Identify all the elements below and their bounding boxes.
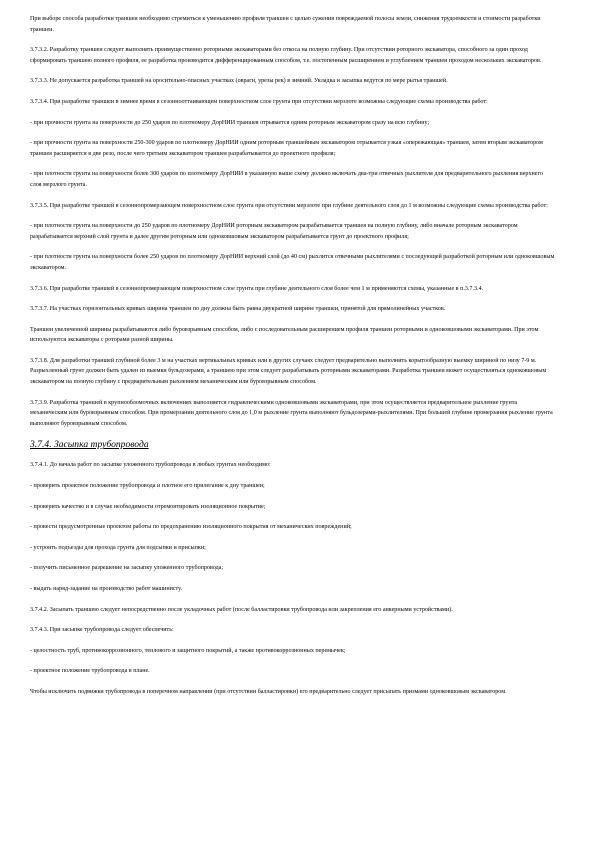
list-item: - проверить качество и в случае необходимости отремонтировать изоляционное покрытие; xyxy=(30,503,266,510)
list-item: - проектное положение трубопровода в плане. xyxy=(30,668,150,675)
paragraph: Траншеи увеличенной ширины разрабатываются либо буровзрывным способом, либо с последовательным расширением профиля траншеи роторными и одноковшовыми экскаваторами. При этом используются экскаваторы с роторами разной ширины. xyxy=(30,326,539,344)
section-3-7-4 xyxy=(30,460,555,697)
list-item: - получить письменное разрешение на засыпку уложенного трубопровода; xyxy=(30,565,224,572)
paragraph: 3.7.3.7. На участках горизонтальных кривых ширина траншеи по дну должна быть равна двукратной ширине траншеи, принятой для прямолинейных участков. xyxy=(30,306,446,313)
paragraph: 3.7.3.6. При разработке траншей в сезоннопромерзающем поверхностном слое грунта при глубине деятельного слоя более чем 1 м применяются схемы, указанные в п.3.7.3.4. xyxy=(30,285,484,292)
paragraph: 3.7.3.4. При разработке траншеи в зимнее время в сезоннооттаивающем поверхностном слое грунта при отсутствии мерзлоте возможны следующие схемы производства работ: xyxy=(30,98,488,105)
list-item: - целостность труб, противокоррозионного, теплового и защитного покрытий, а также противокоррозионных перемычек; xyxy=(30,647,346,654)
paragraph: Чтобы исключить подвижки трубопровода в поперечном направлении (при отсутствии балластировки) его предварительно следует присыпать призмами одноковшовым экскаватором. xyxy=(30,688,507,695)
paragraph: 3.7.3.2. Разработку траншеи следует выполнять преимущественно роторными экскаваторами без откоса на полную глубину. При отсутствии роторного экскаватора, способного за один проход сформировать траншею полного профиля, ее разработка производится дифференцированным способом, т.е. постепенным расширением и углублением траншеи проходом нескольких экскаваторов. xyxy=(30,47,542,64)
section-heading: 3.7.4. Засыпка трубопровода xyxy=(30,439,149,451)
paragraph: При выборе способа разработки траншеи необходимо стремиться к уменьшению профиля траншеи с целью сужения повреждаемой полосы земли, снижения трудоемкости и стоимости разработки траншеи. xyxy=(30,16,541,33)
list-item: - проверить проектное положение трубопровода и плотное его прилегание к дну траншеи; xyxy=(30,483,265,490)
list-item: - выдать наряд-задание на производство работ машинисту. xyxy=(30,586,183,592)
list-item: - при плотности грунта на поверхности более 300 ударов по плотномеру ДорНИИ в указанную выше схему должно включать два-три отвечных рыхлителя для предварительного рыхления верхнего слоя мерзлого грунта. xyxy=(30,171,543,188)
list-item: - при прочности грунта на поверхности до 250 ударов по плотномеру ДорНИИ траншея отрывается одним роторным экскаватором сразу на всю глубину; xyxy=(30,119,430,126)
list-item: - при прочности грунта на поверхности 250-300 ударов по плотномеру ДорНИИ одним роторным траншейным экскаватором отрывается узкая «опережающая» траншея, затем вторым экскаватором траншея расширяется в две резо, после чего третьим экскаватором траншея разрабатывается до проектного профиля; xyxy=(30,140,543,157)
paragraph: 3.7.3.3. Не допускается разработка траншей на оросительно-опасных участках (овраги, урезы рек) в зимний. Укладка и засыпка ведутся по мере рытья траншей. xyxy=(30,78,448,85)
paragraph: 3.7.3.9. Разработка траншей в крупнообломочных включениях выполняется гидравлическими одноковшовыми экскаваторами, при этом осуществляется предварительное рыхление грунта механическим или буровзрывным способом. При промерзании деятельного слоя до 1,0 м рыхление грунта выполняют бульдозерами-рыхлителями. При большей глубине промерзания рыхление грунта выполняют буровзрывным способом. xyxy=(30,399,553,427)
paragraph: 3.7.4.3. При засыпке трубопровода следует обеспечить: xyxy=(30,627,174,634)
paragraph: 3.7.3.8. Для разработки траншей глубиной более 3 м на участках вертикальных кривых или в других случаях следует предварительно выполнить корытообразную выемку шириной по низу 7-9 м. Разрыхленный грунт должен быть удален из выемки бульдозерами, а траншею при этом следует разрабатывать роторными экскаваторами. Разработка траншеи может осуществляться одноковшовым экскаватором на полную глубину с предварительным рыхлением механическим или буровзрывным способом. xyxy=(30,357,547,386)
paragraph: 3.7.4.1. До начала работ по засыпке уложенного трубопровода в любых грунтах необходимо: xyxy=(30,462,271,469)
section-3-7-3 xyxy=(30,14,555,429)
paragraph: 3.7.3.5. При разработке траншей в сезоннопромерзающем поверхностном слое грунта при отсутствии мерзлоте при глубине деятельного слоя до 1 м возможны следующие схемы производства работ: xyxy=(30,202,548,209)
list-item: - при плотности грунта на поверхности до 250 ударов по плотномеру ДорНИИ роторным экскаватором разрабатывается траншея на полную глубину, либо вначале роторным экскаватором разрабатывается верхний слой грунта и далее другим роторным или одноковшовым экскаватором разрабатывается грунт до проектного профиля; xyxy=(30,223,518,240)
list-item: - устроить подъезды для прохода грунта для подсыпки и присыпки; xyxy=(30,544,206,551)
list-item: - при плотности грунта на поверхности более 250 ударов по плотномеру ДорНИИ верхний слой (до 40 см) рыхлится отвечными рыхлителями с последующей разработкой роторным или одноковшовым экскаватором. xyxy=(30,254,555,271)
paragraph: 3.7.4.2. Засыпать траншею следует непосредственно после укладочных работ (после балластировки трубопровода или закрепления его анкерными устройствами). xyxy=(30,606,453,613)
list-item: - провести предусмотренные проектом работы по предохранению изоляционного покрытия от механических повреждений; xyxy=(30,524,352,531)
